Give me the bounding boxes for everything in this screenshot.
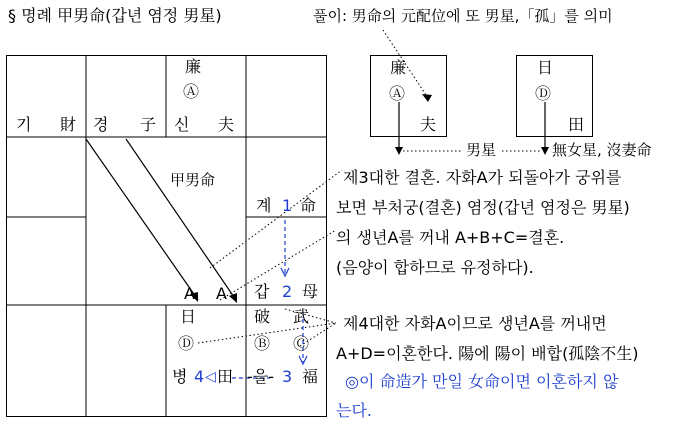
cell-top3-left: 신 — [174, 115, 190, 134]
cell-bottom4-left: -을- — [247, 367, 275, 386]
cell-bottom3-star: 日 — [180, 307, 197, 326]
chart-center-label: 甲男命 — [170, 171, 216, 189]
cell-bottom4-circle2: Ⓒ — [293, 334, 310, 353]
cell-right3-num: 2 — [282, 282, 293, 301]
cell-right2-left: 계 — [256, 196, 272, 215]
cell-top-left-right: 財 — [60, 115, 77, 134]
explanation-line-3: 의 생년A를 꺼내 A+B+C=결혼. — [336, 228, 565, 247]
cell-bottom3-arrow: ◁ — [205, 369, 216, 385]
cell-bottom4-circle1: Ⓑ — [254, 334, 271, 353]
mini-caption-left: 男星 — [466, 141, 497, 159]
explanation-line-8: 는다. — [336, 401, 372, 420]
page-title: § 명례 甲男命(갑년 염정 男星) — [8, 6, 222, 25]
cell-right2-right: 命 — [300, 196, 317, 215]
arrow-label-a2: A — [216, 284, 227, 303]
mini-box1-corner: 夫 — [420, 115, 437, 134]
mini-box1-star: 廉 — [390, 58, 407, 77]
explanation-line-4: (음양이 합하므로 유정하다). — [336, 258, 534, 277]
mini-box2-corner: 田 — [568, 115, 585, 134]
cell-right3-left: 갑 — [254, 282, 270, 301]
explanation-line-7: ◎이 命造가 만일 女命이면 이혼하지 않 — [345, 372, 619, 391]
header-note: 풀이: 男命의 元配位에 또 男星,「孤」를 의미 — [313, 7, 613, 25]
cell-bottom3-circle: Ⓓ — [178, 334, 195, 353]
cell-top2-left: 경 — [93, 115, 109, 134]
cell-bottom4-right: 福 — [302, 367, 319, 386]
mini-box1-circle: Ⓐ — [389, 84, 406, 103]
cell-right2-num: 1 — [282, 196, 293, 215]
explanation-line-1: 제3대한 결혼. 자화A가 되돌아가 궁위를 — [343, 168, 622, 187]
cell-bottom3-num: 4 — [194, 367, 205, 386]
cell-bottom4-num: 3 — [282, 367, 293, 386]
cell-top3-circle: Ⓐ — [183, 82, 200, 101]
cell-top3-star: 廉 — [185, 57, 202, 76]
mini-box2-circle: Ⓓ — [535, 84, 552, 103]
arrow-label-a1: A — [184, 284, 195, 303]
cell-top2-right: 子 — [140, 115, 157, 134]
cell-bottom3-left: 병 — [172, 367, 188, 386]
explanation-line-6: A+D=이혼한다. 陽에 陽이 배합(孤陰不生) — [336, 344, 639, 363]
cell-bottom4-star2: 武 — [293, 307, 310, 326]
cell-bottom3-right: 田 — [217, 367, 234, 386]
cell-bottom4-star1: 破 — [254, 307, 271, 326]
explanation-line-5: 제4대한 자화A이므로 생년A를 꺼내면 — [343, 314, 607, 333]
cell-right3-right: 母 — [302, 282, 319, 301]
cell-top-left-left: 기 — [16, 115, 32, 134]
mini-box2-star: 日 — [537, 58, 554, 77]
mini-caption-right: 無女星, 沒妻命 — [552, 141, 652, 159]
explanation-line-2: 보면 부처궁(결혼) 염정(갑년 염정은 男星) — [336, 198, 630, 217]
cell-top3-right: 夫 — [218, 115, 235, 134]
